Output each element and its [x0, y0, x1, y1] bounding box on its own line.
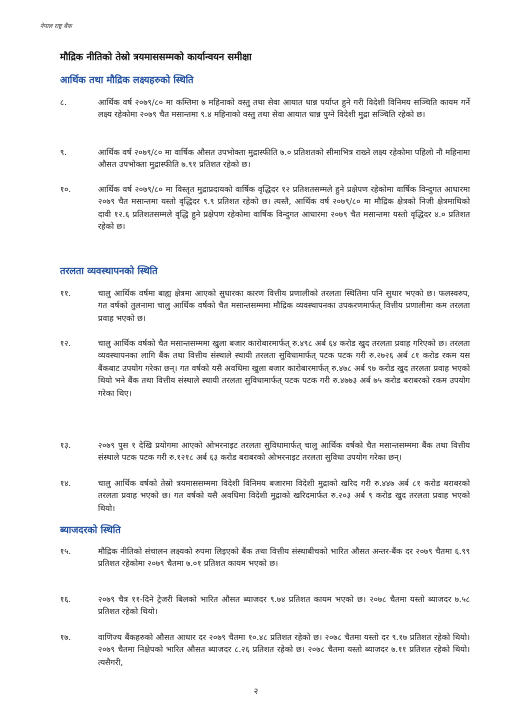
paragraph-number: १३. [60, 440, 71, 450]
paragraph-16 [60, 593, 470, 618]
paragraph-text: चालु आर्थिक वर्षमा बाह्य क्षेत्रमा आएको सुधारका कारण वित्तीय प्रणालीको तरलता स्थितिमा पनि सुधार भएको छ। फलस्वरुप, गत वर्षको तुलनामा चालु आर्थिक वर्षको चैत मसान्तसम्ममा मौद्रिक व्यवस्थापनका उपकरणमार्फत् वित्तीय प्रणालीमा कम तरलता प्रवाह भएको छ। [98, 288, 470, 323]
paragraph-text: आर्थिक वर्ष २०७९/८० मा विस्तृत मुद्राप्रदायको वार्षिक वृद्धिदर १२ प्रतिशतसम्मले हुने प्रक्षेपण रहेकोमा वार्षिक विन्दुगत आधारमा २०७९ चैत मसान्तमा यस्तो वृद्धिदर ९.९ प्रतिशत रहेको छ। त्यस्तै, आर्थिक वर्ष २०७९/८० मा मौद्रिक क्षेत्रको निजी क्षेत्रमाथिको दावी १२.६ प्रतिशतसम्मले वृद्धि हुने प्रक्षेपण रहेकोमा वार्षिक विन्दुगत आधारमा २०७९ चैत मसान्तमा यस्तो वृद्धिदर ४.० प्रतिशत रहेको छ। [98, 184, 470, 232]
paragraph-number: १२. [60, 338, 71, 348]
paragraph-number: १६. [60, 594, 71, 604]
paragraph-text: चालु आर्थिक वर्षको चैत मसान्तसम्ममा खुला बजार कारोबारमार्फत् रु.४९८ अर्ब ६४ करोड खुद तरलता प्रवाह गरिएको छ। तरलता व्यवस्थापनका लागि बैंक तथा वित्तीय संस्थाले स्थायी तरलता सुविधामार्फत् पटक पटक गरी रु.२७२६ अर्ब ८१ करोड रकम यस बैंकबाट उपयोग गरेका छन्। गत वर्षको यसै अवधिमा खुला बजार कारोबारमार्फत् रु.४७८ अर्ब ९७ करोड खुद तरलता प्रवाह भएको थियो भने बैंक तथा वित्तीय संस्थाले स्थायी तरलता सुविधामार्फत् पटक पटक गरी रु.४७७३ अर्ब ७५ करोड बराबरको रकम उपयोग गरेका थिए। [98, 338, 470, 398]
paragraph-15 [60, 545, 470, 570]
section-heading-economic-monetary-targets: आर्थिक तथा मौद्रिक लक्ष्यहरुको स्थिति [60, 75, 194, 86]
paragraph-number: ९. [60, 147, 67, 157]
running-header: नेपाल राष्ट्र बैंक [40, 23, 72, 30]
paragraph-9 [60, 146, 470, 171]
section-heading-interest-rates: ब्याजदरको स्थिति [60, 525, 121, 536]
paragraph-12 [60, 337, 470, 399]
paragraph-text: मौद्रिक नीतिको संचालन लक्ष्यको रुपमा लिइएको बैंक तथा वित्तीय संस्थाबीचको भारित औसत अन्तर-बैंक दर २०७९ चैतमा ६.९९ प्रतिशत रहेकोमा २०७९ चैतमा ७.०१ प्रतिशत कायम भएको छ। [98, 546, 470, 569]
paragraph-number: ८. [60, 97, 67, 107]
page-number: २ [253, 687, 259, 697]
paragraph-text: चालु आर्थिक वर्षको तेस्रो त्रयमाससम्ममा विदेशी विनिमय बजारमा विदेशी मुद्राको खरिद गरी रु.४४७ अर्ब ८१ करोड बराबरको तरलता प्रवाह भएको छ। गत वर्षको यसै अवधिमा विदेशी मुद्राको खरिदमार्फत रु.२०३ अर्ब ९ करोड खुद तरलता प्रवाह भएको थियो। [98, 478, 470, 513]
paragraph-number: १७. [60, 632, 71, 642]
document-title: मौद्रिक नीतिको तेस्रो त्रयमाससम्मको कार्यान्वयन समीक्षा [60, 52, 252, 63]
paragraph-number: १०. [60, 184, 71, 194]
paragraph-text: वाणिज्य बैंकहरुको औसत आधार दर २०७९ चैतमा १०.४८ प्रतिशत रहेको छ। २०७८ चैतमा यस्तो दर ९.१७ प्रतिशत रहेको थियो। २०७९ चैतमा निक्षेपको भारित औसत ब्याजदर ८.२६ प्रतिशत रहेको छ। २०७८ चैतमा यस्तो ब्याजदर ७.११ प्रतिशत रहेको थियो। त्यसैगरी, [98, 632, 470, 667]
paragraph-13 [60, 439, 470, 464]
paragraph-10 [60, 183, 470, 233]
paragraph-14 [60, 477, 470, 514]
paragraph-number: ११. [60, 288, 71, 298]
section-heading-liquidity-management: तरलता व्यवस्थापनको स्थिति [60, 266, 158, 277]
paragraph-11 [60, 287, 470, 324]
paragraph-text: २०७९ चैत्र ११-दिने ट्रेजरी बिलको भारित औसत ब्याजदर ९.७४ प्रतिशत कायम भएको छ। २०७८ चैतमा यस्तो ब्याजदर ७.५८ प्रतिशत रहेको थियो। [98, 594, 470, 617]
paragraph-8 [60, 96, 470, 121]
paragraph-17 [60, 631, 470, 668]
paragraph-number: १५. [60, 546, 71, 556]
paragraph-text: आर्थिक वर्ष २०७९/८० मा वार्षिक औसत उपभोक्ता मुद्रास्फीति ७.० प्रतिशतको सीमाभित्र राख्ने लक्ष्य रहेकोमा पहिलो नौ महिनामा औसत उपभोक्ता मुद्रास्फीति ७.९१ प्रतिशत रहेको छ। [98, 147, 470, 170]
paragraph-number: १४. [60, 478, 71, 488]
paragraph-text: आर्थिक वर्ष २०७९/८० मा कम्तिमा ७ महिनाको वस्तु तथा सेवा आयात धान्न पर्याप्त हुने गरी विदेशी विनिमय सञ्चिति कायम गर्ने लक्ष्य रहेकोमा २०७९ चैत मसान्तमा ९.४ महिनाको वस्तु तथा सेवा आयात धान्न पुग्ने विदेशी मुद्रा सञ्चिति रहेको छ। [98, 97, 470, 120]
paragraph-text: २०७९ पुस १ देखि प्रयोगमा आएको ओभरनाइट तरलता सुविधामार्फत् चालु आर्थिक वर्षको चैत मसान्तसम्ममा बैंक तथा वित्तीय संस्थाले पटक पटक गरी रु.१२१८ अर्ब ६३ करोड बराबरको ओभरनाइट तरलता सुविधा उपयोग गरेका छन्। [98, 440, 470, 463]
